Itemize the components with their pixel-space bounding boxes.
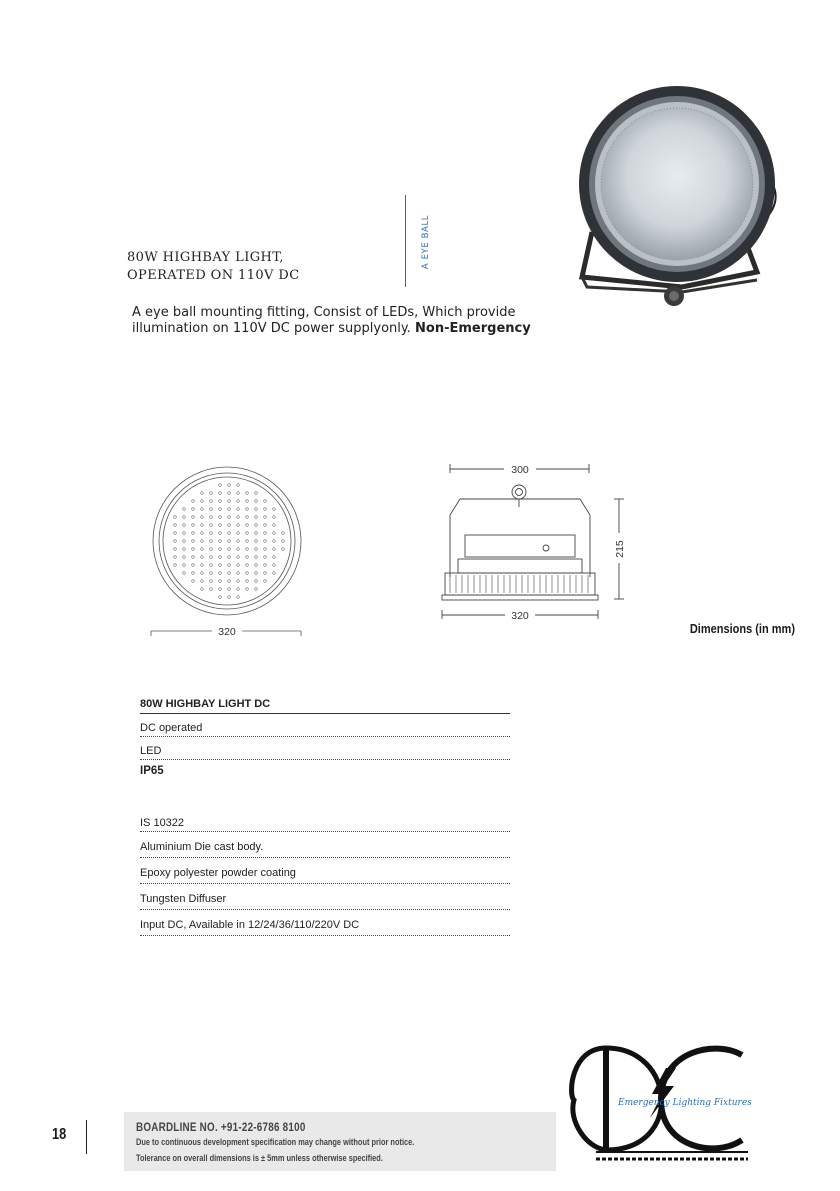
led-dot [201,572,204,575]
led-dot [210,524,213,527]
led-dot [264,508,267,511]
page-separator [86,1120,87,1154]
led-dot [174,556,177,559]
led-dot [255,500,258,503]
spec-row: IP65 [140,765,164,777]
led-dot [237,588,240,591]
led-dot [228,524,231,527]
led-dot [255,572,258,575]
footer-notice-1: Due to continuous development specification may change without prior notice. [136,1137,415,1148]
footer-notice-2: Tolerance on overall dimensions is ± 5mm unless otherwise specified. [136,1153,383,1164]
led-dot [228,580,231,583]
led-dot [273,508,276,511]
spec-row: Tungsten Diffuser [140,884,510,910]
spec-row: LED [140,737,510,760]
product-photo [562,82,792,317]
side-bottom-width-label: 320 [511,610,529,622]
led-dot [228,500,231,503]
front-width-label: 320 [218,626,236,638]
led-dot [237,540,240,543]
led-dot [246,532,249,535]
led-dot [273,532,276,535]
side-height-label: 215 [614,540,626,558]
led-dot [228,492,231,495]
spec-gap [140,782,510,809]
led-dot [210,508,213,511]
logo-tagline: Emergency Lighting Fixtures [618,1098,752,1108]
led-dot [264,548,267,551]
led-dot [228,484,231,487]
technical-drawing [140,455,626,650]
led-dot [255,508,258,511]
led-dot [255,492,258,495]
spec-row: Aluminium Die cast body. [140,832,510,858]
led-dot [264,572,267,575]
led-dot [201,492,204,495]
led-dot [237,580,240,583]
led-dot [210,548,213,551]
led-dot [264,540,267,543]
led-dot [192,564,195,567]
led-dot [192,580,195,583]
spec-table [140,697,510,936]
led-dot [210,556,213,559]
spec-row: Input DC, Available in 12/24/36/110/220V DC [140,910,510,936]
led-dot [282,532,285,535]
led-dot [273,556,276,559]
led-dot [228,548,231,551]
side-view [442,464,624,619]
led-dot [273,540,276,543]
led-dot [201,556,204,559]
led-dot [228,564,231,567]
led-dot [210,532,213,535]
led-dot [201,580,204,583]
led-dot [192,556,195,559]
led-dot [219,540,222,543]
led-dot [246,508,249,511]
led-dot [237,508,240,511]
led-dot [192,548,195,551]
led-dot [228,572,231,575]
led-dot [219,524,222,527]
led-dot [201,564,204,567]
led-dot [255,580,258,583]
led-dot [192,516,195,519]
led-dot [264,564,267,567]
led-dot [255,548,258,551]
led-dot [183,508,186,511]
product-title-line2: OPERATED ON 110V DC [127,268,300,283]
led-dot [246,500,249,503]
led-dot [237,484,240,487]
led-dot [246,548,249,551]
led-dot [255,516,258,519]
led-dot [183,540,186,543]
led-dot [237,596,240,599]
led-dot [282,548,285,551]
led-dot [273,548,276,551]
led-dot [246,580,249,583]
led-dot [246,588,249,591]
led-dot [255,588,258,591]
led-dot [219,532,222,535]
led-dot [237,532,240,535]
led-dot [255,524,258,527]
led-dot [183,564,186,567]
led-dot [192,532,195,535]
led-dot [237,524,240,527]
led-dot [264,532,267,535]
led-dot [237,564,240,567]
front-view [153,467,301,615]
led-dot [273,564,276,567]
led-dot [192,500,195,503]
led-dot [192,508,195,511]
spec-row: Epoxy polyester powder coating [140,858,510,884]
led-dot [174,516,177,519]
led-dot [183,572,186,575]
led-dot [201,540,204,543]
led-dot [192,524,195,527]
led-dot [228,588,231,591]
led-dot [237,500,240,503]
led-dot [192,540,195,543]
led-dot [201,516,204,519]
spec-heading: 80W HIGHBAY LIGHT DC [140,697,510,714]
led-dot [210,588,213,591]
led-dot [210,492,213,495]
led-dot [237,516,240,519]
led-dot [219,564,222,567]
led-dot [246,564,249,567]
led-dot [192,572,195,575]
led-dot [228,516,231,519]
led-dot [246,492,249,495]
led-dot [219,500,222,503]
led-dot [201,508,204,511]
led-dot [219,484,222,487]
led-dot [228,540,231,543]
led-dot [246,556,249,559]
led-dot [282,540,285,543]
led-dot [183,556,186,559]
led-dot [237,492,240,495]
led-dot [219,572,222,575]
led-dot [210,540,213,543]
led-dot [264,524,267,527]
led-dot [237,548,240,551]
led-dot [228,556,231,559]
led-dot [210,500,213,503]
led-dot [174,540,177,543]
led-dot [264,500,267,503]
led-dot [246,540,249,543]
category-divider [405,195,406,287]
led-dot [201,548,204,551]
led-dot [183,524,186,527]
led-dot [273,516,276,519]
led-dot [183,532,186,535]
description-emphasis: Non-Emergency [415,321,531,336]
led-dot [228,596,231,599]
led-dot [219,492,222,495]
led-dot [174,564,177,567]
led-dot [246,516,249,519]
led-dot [210,564,213,567]
led-dot [255,564,258,567]
led-dot [219,588,222,591]
led-dot [210,580,213,583]
led-dot [228,532,231,535]
led-dot [264,516,267,519]
footer-boardline: BOARDLINE NO. +91-22-6786 8100 [136,1120,306,1134]
led-dot [237,572,240,575]
led-dot [219,596,222,599]
led-dot [201,588,204,591]
led-dot [219,556,222,559]
led-dot [219,516,222,519]
led-dot [237,556,240,559]
led-dot [273,572,276,575]
spec-row: IS 10322 [140,809,510,832]
led-dot [255,532,258,535]
led-dot [174,524,177,527]
led-dot [246,524,249,527]
led-dot [210,516,213,519]
spec-row: DC operated [140,714,510,737]
led-dot [264,580,267,583]
product-title [127,249,300,285]
led-dot [201,524,204,527]
led-dot [255,540,258,543]
product-title-line1: 80W HIGHBAY LIGHT, [127,250,284,265]
product-description [132,305,562,337]
led-dot [246,572,249,575]
led-dot [273,524,276,527]
page-number: 18 [52,1126,67,1143]
led-dot [174,548,177,551]
led-dot [264,556,267,559]
led-dot [174,532,177,535]
led-dot [228,508,231,511]
led-dot [255,556,258,559]
led-dot [210,572,213,575]
led-dot [219,580,222,583]
led-dot [201,532,204,535]
led-dot [219,548,222,551]
led-dot [183,516,186,519]
led-dot [183,548,186,551]
description-text: A eye ball mounting fitting, Consist of LEDs, Which provide illumination on 110V DC power supplyonly. [132,305,516,336]
side-top-width-label: 300 [511,464,529,476]
dimensions-label: Dimensions (in mm) [689,622,795,636]
category-label: A EYE BALL [421,214,431,270]
led-dot [219,508,222,511]
led-dot [201,500,204,503]
